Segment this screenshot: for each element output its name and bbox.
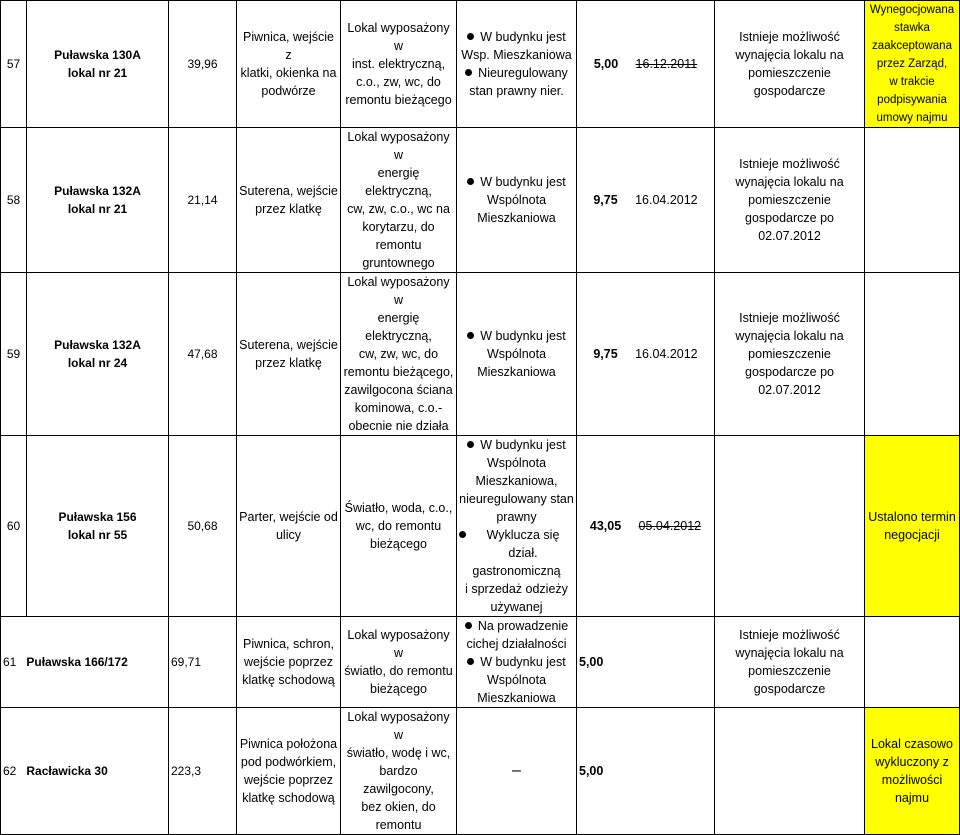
building-cell [457, 436, 577, 617]
building-line: Mieszkaniowa [477, 365, 556, 379]
equipment-line: Lokal wyposażony w [347, 710, 450, 742]
status-line: Ustalono termin [868, 510, 956, 524]
area-cell: 39,96 [169, 1, 237, 128]
bullet-item [459, 173, 574, 191]
bullet-item [459, 28, 574, 46]
rate-value: 43,05 [589, 519, 622, 533]
equipment-cell [341, 617, 457, 708]
rate-value: 5,00 [579, 655, 604, 669]
area-cell: 69,71 [169, 617, 237, 708]
building-line: gastronomiczną [472, 564, 561, 578]
location-line: podwórze [261, 84, 316, 98]
status-line: podpisywania [877, 94, 947, 106]
row-number: 57 [1, 1, 27, 128]
equipment-line: światło, do remontu [344, 664, 453, 678]
building-line: Mieszkaniowa [477, 211, 556, 225]
building-line: cichej działalności [466, 637, 567, 651]
note-line: 02.07.2012 [758, 383, 821, 397]
row-number: 60 [1, 436, 27, 617]
table-row [1, 273, 960, 436]
note-line: gospodarcze [753, 84, 826, 98]
note-line: Istnieje możliwość [739, 30, 840, 44]
equipment-line: wc, do remontu [355, 519, 442, 533]
location-cell [237, 273, 341, 436]
bullet-text: Nieuregulowany [478, 66, 568, 80]
equipment-line: obecnie nie działa [348, 419, 449, 433]
building-line: stan prawny nier. [469, 84, 564, 98]
equipment-line: remontu bieżącego [345, 93, 452, 107]
equipment-line: energię elektryczną, [365, 166, 432, 198]
equipment-line: Lokal wyposażony w [347, 275, 450, 307]
note-cell [715, 273, 865, 436]
address-line: lokal nr 21 [67, 66, 128, 80]
dash-marker: – [512, 762, 521, 779]
bullet-text: Wyklucza się dział. [486, 528, 560, 560]
equipment-line: inst. elektryczną, [351, 57, 446, 71]
note-line: wynajęcia lokalu na [735, 48, 844, 62]
building-line: Wsp. Mieszkaniowa [461, 48, 572, 62]
table-row [1, 1, 960, 128]
building-line: i sprzedaż odzieży [465, 582, 568, 596]
area-cell: 21,14 [169, 128, 237, 273]
equipment-line: c.o., zw, wc, do [356, 75, 441, 89]
rate-date-cell [577, 273, 715, 436]
building-line: Mieszkaniowa, [475, 474, 558, 488]
building-line: Wspólnota [486, 193, 547, 207]
bullet-text: W budynku jest [480, 175, 566, 189]
equipment-line: remontu [375, 818, 422, 832]
rate-date-cell [577, 708, 715, 835]
address-line: lokal nr 21 [67, 202, 128, 216]
equipment-line: remontu [375, 238, 422, 252]
address-cell [27, 273, 169, 436]
location-line: Piwnica, wejście z [242, 30, 334, 62]
address-cell [1, 617, 169, 708]
location-cell [237, 128, 341, 273]
location-line: Suterena, wejście [239, 184, 338, 198]
status-cell [865, 617, 960, 708]
status-cell [865, 128, 960, 273]
note-line: wynajęcia lokalu na [735, 175, 844, 189]
row-number: 62 [3, 764, 17, 778]
equipment-line: kominowa, c.o.- [354, 401, 443, 415]
note-line: gospodarcze po [745, 365, 834, 379]
bullet-text: Na prowadzenie [477, 619, 569, 633]
rate-value: 9,75 [593, 347, 618, 361]
address-line: Puławska 132A [54, 338, 141, 352]
equipment-line: cw, zw, wc, do [358, 347, 439, 361]
note-cell [715, 128, 865, 273]
equipment-line: bieżącego [370, 537, 427, 551]
equipment-line: Lokal wyposażony w [347, 21, 450, 53]
location-line: przez klatkę [255, 356, 322, 370]
bullet-item [459, 617, 574, 635]
bullet-item [459, 653, 574, 671]
bullet-text: W budynku jest [480, 655, 566, 669]
bullet-icon [467, 332, 474, 339]
equipment-line: energię elektryczną, [365, 311, 432, 343]
status-line: wykluczony z [875, 755, 949, 769]
rate-date-cell [577, 1, 715, 128]
note-line: pomieszczenie [748, 347, 831, 361]
area-cell: 223,3 [169, 708, 237, 835]
building-cell [457, 617, 577, 708]
building-line: prawny [496, 510, 537, 524]
building-cell [457, 273, 577, 436]
equipment-line: gruntownego [362, 256, 435, 270]
address-line: Puławska 166/172 [26, 655, 128, 669]
equipment-line: Lokal wyposażony w [347, 628, 450, 660]
area-cell: 50,68 [169, 436, 237, 617]
equipment-cell [341, 1, 457, 128]
rate-date-cell [577, 617, 715, 708]
location-line: klatkę schodową [242, 791, 335, 805]
location-line: klatki, okienka na [240, 66, 337, 80]
address-cell [27, 1, 169, 128]
note-line: gospodarcze [753, 682, 826, 696]
building-line: Mieszkaniowa [477, 691, 556, 705]
equipment-line: Światło, woda, c.o., [344, 501, 453, 515]
bullet-item [459, 327, 574, 345]
building-cell [457, 128, 577, 273]
bullet-text: W budynku jest [480, 30, 566, 44]
note-line: wynajęcia lokalu na [735, 329, 844, 343]
equipment-line: światło, wodę i wc, [346, 746, 451, 760]
location-line: ulicy [275, 528, 301, 542]
location-line: Parter, wejście od [239, 510, 338, 524]
equipment-line: Lokal wyposażony w [347, 130, 450, 162]
note-cell [715, 617, 865, 708]
status-cell [865, 436, 960, 617]
address-line: lokal nr 24 [67, 356, 128, 370]
equipment-cell [341, 436, 457, 617]
bullet-icon [467, 658, 474, 665]
rate-value: 9,75 [593, 193, 618, 207]
date-value: 05.04.2012 [638, 519, 702, 533]
table-row [1, 708, 960, 835]
equipment-cell [341, 708, 457, 835]
table-row [1, 436, 960, 617]
note-line: gospodarcze po [745, 211, 834, 225]
building-line: Wspólnota [486, 456, 547, 470]
equipment-cell [341, 128, 457, 273]
bullet-icon [467, 178, 474, 185]
equipment-line: zawilgocona ściana [344, 383, 453, 397]
building-line: używanej [490, 600, 543, 614]
rate-value: 5,00 [593, 57, 619, 71]
building-cell [457, 1, 577, 128]
note-line: pomieszczenie [748, 664, 831, 678]
table-row [1, 617, 960, 708]
note-line: pomieszczenie [748, 193, 831, 207]
equipment-cell [341, 273, 457, 436]
location-cell [237, 617, 341, 708]
equipment-line: bez okien, do [361, 800, 436, 814]
bullet-item [459, 436, 574, 454]
date-value: 16.12.2011 [635, 57, 698, 71]
equipment-line: remontu bieżącego, [343, 365, 454, 379]
note-line: pomieszczenie [748, 66, 831, 80]
status-cell [865, 708, 960, 835]
note-line: Istnieje możliwość [739, 628, 840, 642]
building-line: Wspólnota [486, 673, 547, 687]
area-cell: 47,68 [169, 273, 237, 436]
status-line: możliwości najmu [881, 773, 943, 805]
table-row [1, 128, 960, 273]
status-line: w trakcie [889, 76, 935, 88]
address-line: lokal nr 55 [67, 528, 128, 542]
location-line: wejście poprzez [244, 655, 333, 669]
bullet-icon [467, 441, 474, 448]
address-line: Puławska 132A [54, 184, 141, 198]
status-line: negocjacji [884, 528, 940, 542]
rate-date-cell [577, 128, 715, 273]
note-line: wynajęcia lokalu na [735, 646, 844, 660]
location-cell [237, 708, 341, 835]
location-line: wejście poprzez [244, 773, 333, 787]
address-cell [1, 708, 169, 835]
bullet-item [459, 526, 574, 562]
bullet-icon [465, 69, 472, 76]
status-cell [865, 273, 960, 436]
status-line: Lokal czasowo [871, 737, 954, 751]
bullet-icon [467, 33, 474, 40]
bullet-item [459, 64, 574, 82]
location-line: przez klatkę [255, 202, 322, 216]
row-number: 61 [3, 655, 17, 669]
equipment-line: bardzo zawilgocony, [363, 764, 434, 796]
status-cell [865, 1, 960, 128]
note-line: Istnieje możliwość [739, 311, 840, 325]
status-line: umowy najmu [876, 112, 948, 124]
date-value: 16.04.2012 [635, 193, 698, 207]
bullet-icon [459, 531, 466, 538]
address-cell [27, 128, 169, 273]
location-line: pod podwórkiem, [240, 755, 337, 769]
location-line: klatkę schodową [242, 673, 335, 687]
building-line: Wspólnota [486, 347, 547, 361]
status-line: stawka [894, 22, 930, 34]
rate-date-cell [577, 436, 715, 617]
address-line: Racławicka 30 [26, 764, 108, 778]
status-line: zaakceptowana [872, 40, 952, 52]
address-line: Puławska 156 [58, 510, 137, 524]
bullet-icon [465, 622, 472, 629]
location-line: Piwnica, schron, [242, 637, 334, 651]
location-cell [237, 436, 341, 617]
building-line: nieuregulowany stan [459, 492, 574, 506]
location-line: Piwnica położona [239, 737, 338, 751]
note-cell [715, 436, 865, 617]
building-cell [457, 708, 577, 835]
date-value: 16.04.2012 [635, 347, 698, 361]
equipment-line: bieżącego [370, 682, 427, 696]
rate-value: 5,00 [579, 764, 604, 778]
note-line: 02.07.2012 [758, 229, 821, 243]
location-line: Suterena, wejście [239, 338, 338, 352]
status-line: Wynegocjowana [869, 4, 955, 16]
bullet-text: W budynku jest [480, 438, 566, 452]
row-number: 59 [1, 273, 27, 436]
note-line: Istnieje możliwość [739, 157, 840, 171]
note-cell [715, 1, 865, 128]
equipment-line: cw, zw, c.o., wc na [347, 202, 450, 216]
row-number: 58 [1, 128, 27, 273]
status-line: przez Zarząd, [876, 58, 948, 70]
address-cell [27, 436, 169, 617]
location-cell [237, 1, 341, 128]
bullet-text: W budynku jest [480, 329, 566, 343]
note-cell [715, 708, 865, 835]
address-line: Puławska 130A [54, 48, 141, 62]
equipment-line: korytarzu, do [362, 220, 435, 234]
